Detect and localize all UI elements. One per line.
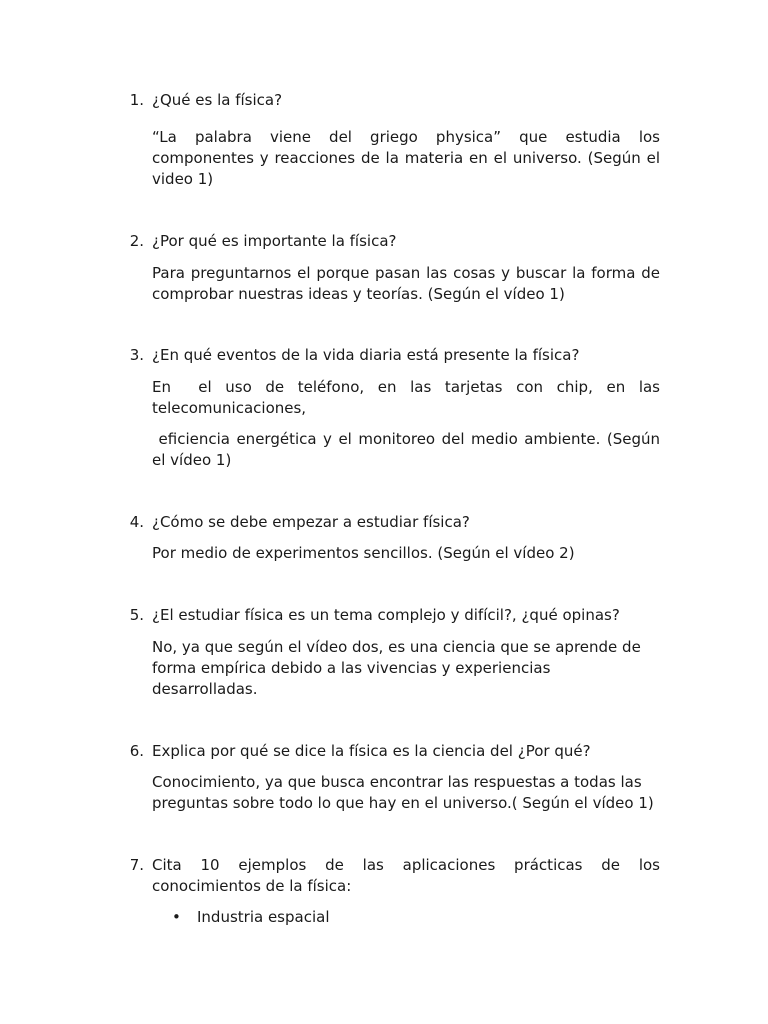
question-number: 2. xyxy=(129,232,144,250)
question-6 xyxy=(129,741,660,762)
answer-1: “La palabra viene del griego physica” que estudia los componentes y reacciones de la materia en el universo. (Según el video 1) xyxy=(152,128,660,188)
answer-3-part-2: eficiencia energética y el monitoreo del medio ambiente. (Según el vídeo 1) xyxy=(152,430,665,469)
question-2 xyxy=(129,231,660,252)
question-text: ¿Por qué es importante la física? xyxy=(152,232,397,250)
bullet-icon: • xyxy=(172,908,181,926)
list-item: Industria espacial xyxy=(197,908,330,926)
answer-4: Por medio de experimentos sencillos. (Según el vídeo 2) xyxy=(152,544,575,562)
question-1 xyxy=(129,90,660,111)
question-number: 7. xyxy=(129,856,144,874)
question-text: ¿En qué eventos de la vida diaria está presente la física? xyxy=(152,346,580,364)
answer-3-part-1: En el uso de teléfono, en las tarjetas con chip, en las telecomunicaciones, xyxy=(152,378,665,417)
question-number: 1. xyxy=(129,91,144,109)
question-text: Explica por qué se dice la física es la ciencia del ¿Por qué? xyxy=(152,742,591,760)
question-number: 4. xyxy=(129,513,144,531)
answer-5: No, ya que según el vídeo dos, es una ciencia que se aprende de forma empírica debido a las vivencias y experiencias desarrolladas. xyxy=(152,638,641,698)
question-3 xyxy=(129,345,660,366)
question-5 xyxy=(129,605,660,626)
question-text: ¿El estudiar física es un tema complejo y difícil?, ¿qué opinas? xyxy=(152,606,620,624)
question-text: Cita 10 ejemplos de las aplicaciones prácticas de los conocimientos de la física: xyxy=(152,856,660,895)
question-7 xyxy=(129,855,660,897)
question-number: 6. xyxy=(129,742,144,760)
question-number: 5. xyxy=(129,606,144,624)
answer-2: Para preguntarnos el porque pasan las cosas y buscar la forma de comprobar nuestras ideas y teorías. (Según el vídeo 1) xyxy=(152,264,660,303)
question-4 xyxy=(129,512,660,533)
question-text: ¿Qué es la física? xyxy=(152,91,283,109)
question-text: ¿Cómo se debe empezar a estudiar física? xyxy=(152,513,470,531)
answer-6: Conocimiento, ya que busca encontrar las respuestas a todas las preguntas sobre todo lo que hay en el universo.( Según el vídeo 1) xyxy=(152,773,654,812)
question-number: 3. xyxy=(129,346,144,364)
